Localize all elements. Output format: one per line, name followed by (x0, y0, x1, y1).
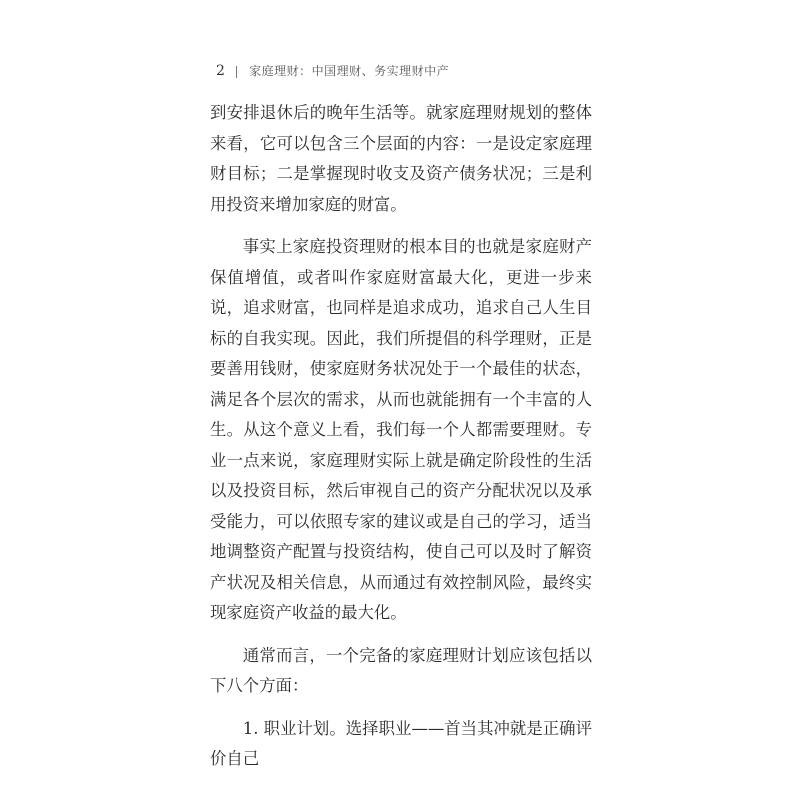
paragraph-plan-intro: 通常而言，一个完备的家庭理财计划应该包括以下八个方面： (210, 645, 592, 695)
header-separator (236, 66, 237, 78)
paragraph-purpose: 事实上家庭投资理财的根本目的也就是家庭财产保值增值，或者叫作家庭财富最大化，更进一步来说，追求财富，也同样是追求成功，追求自己人生目标的自我实现。因此，我们所提倡的科学理财，正是要善用钱财，使家庭财务状况处于一个最佳的状态，满足各个层次的需求，从而也就能拥有一个丰富的人生。从这个意义上看，我们每一个人都需要理财。专业一点来说，家庭理财实际上就是确定阶段性的生活以及投资目标，然后审视自己的资产分配状况以及承受能力，可以依照专家的建议或是自己的学习，适当地调整资产配置与投资结构，使自己可以及时了解资产状况及相关信息，从而通过有效控制风险，最终实现家庭资产收益的最大化。 (210, 237, 592, 622)
page-number: 2 (216, 63, 226, 79)
running-header (216, 62, 449, 79)
running-title: 家庭理财：中国理财、务实理财中产 (249, 64, 450, 78)
body-text (210, 98, 592, 787)
paragraph-continuation: 到安排退休后的晚年生活等。就家庭理财规划的整体来看，它可以包含三个层面的内容：一是设定家庭理财目标；二是掌握现时收支及资产债务状况；三是利用投资来增加家庭的财富。 (210, 103, 592, 214)
paragraph-career-plan: 1. 职业计划。选择职业——首当其冲就是正确评价自己 (210, 718, 592, 768)
